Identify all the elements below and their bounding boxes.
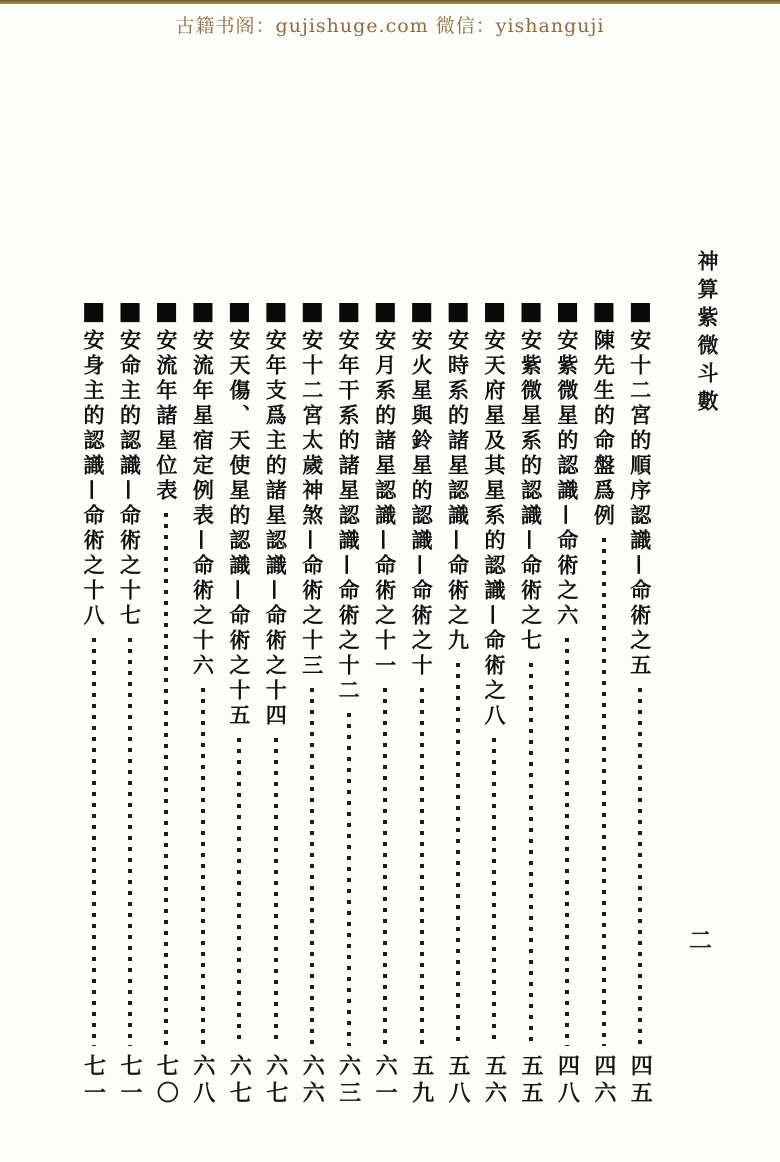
dotted-leader — [92, 638, 96, 1046]
toc-entries — [78, 298, 656, 1108]
entry-title: 安火星與鈴星的認識—命術之十 — [409, 329, 435, 679]
entry-title: 安天府星及其星系的認識—命術之八 — [481, 329, 507, 729]
dotted-leader — [201, 688, 205, 1046]
toc-entry — [588, 298, 619, 1108]
dotted-leader — [565, 638, 569, 1046]
entry-bullet-icon: ■ — [373, 296, 397, 325]
toc-entry — [552, 298, 583, 1108]
toc-entry — [114, 298, 145, 1108]
entry-title: 安流年諸星位表 — [153, 329, 179, 504]
entry-page-number: 七一 — [116, 1054, 143, 1108]
dotted-leader — [274, 738, 278, 1046]
entry-title: 安時系的諸星認識—命術之九 — [445, 329, 471, 654]
dotted-leader — [237, 738, 241, 1046]
dotted-leader — [128, 638, 132, 1046]
entry-title: 安紫微星系的認識—命術之七 — [518, 329, 544, 654]
dotted-leader — [164, 513, 168, 1046]
dotted-leader — [456, 663, 460, 1046]
entry-page-number: 四六 — [590, 1054, 617, 1108]
dotted-leader — [383, 688, 387, 1046]
entry-title: 安年支爲主的諸星認識—命術之十四 — [263, 329, 289, 729]
book-title-vertical: 神算紫微斗數 — [695, 250, 720, 418]
toc-entry — [78, 298, 109, 1108]
toc-entry — [515, 298, 546, 1108]
dotted-leader — [638, 688, 642, 1046]
entry-bullet-icon: ■ — [300, 296, 325, 325]
entry-page-number: 六六 — [299, 1054, 326, 1108]
entry-bullet-icon: ■ — [118, 296, 142, 325]
toc-entry — [187, 298, 218, 1108]
entry-page-number: 五九 — [408, 1054, 435, 1108]
dotted-leader — [492, 738, 496, 1046]
entry-bullet-icon: ■ — [628, 296, 653, 325]
entry-title: 安月系的諸星認識—命術之十一 — [372, 329, 398, 679]
entry-page-number: 六八 — [189, 1054, 216, 1108]
entry-title: 安十二宮的順序認識—命術之五 — [627, 329, 653, 679]
entry-bullet-icon: ■ — [154, 296, 179, 325]
entry-title: 陳先生的命盤爲例 — [591, 329, 617, 529]
entry-page-number: 四五 — [627, 1054, 654, 1108]
entry-title: 安身主的認識—命術之十八 — [81, 329, 106, 629]
entry-bullet-icon: ■ — [519, 296, 543, 325]
entry-title: 安年干系的諸星認識—命術之十二 — [336, 329, 362, 704]
toc-entry — [479, 298, 510, 1108]
toc-entry — [224, 298, 255, 1108]
entry-bullet-icon: ■ — [227, 296, 252, 325]
entry-bullet-icon: ■ — [482, 296, 507, 325]
entry-page-number: 七一 — [80, 1054, 107, 1108]
dotted-leader — [310, 688, 314, 1046]
entry-bullet-icon: ■ — [263, 296, 288, 325]
entry-page-number: 四八 — [554, 1054, 581, 1108]
toc-entry — [297, 298, 328, 1108]
entry-page-number: 六三 — [335, 1054, 362, 1108]
watermark-header: 古籍书阁：gujishuge.com 微信：yishanguji — [175, 15, 605, 37]
entry-bullet-icon: ■ — [336, 296, 361, 325]
entry-bullet-icon: ■ — [81, 296, 106, 325]
folio-page-number: 二 — [689, 927, 712, 954]
dotted-leader — [420, 688, 424, 1046]
entry-bullet-icon: ■ — [446, 296, 470, 325]
toc-entry — [625, 298, 656, 1108]
toc-entry — [443, 298, 474, 1108]
entry-page-number: 六一 — [372, 1054, 399, 1108]
entry-page-number: 七〇 — [153, 1054, 180, 1108]
toc-entry — [151, 298, 182, 1108]
entry-page-number: 六七 — [226, 1054, 253, 1108]
entry-bullet-icon: ■ — [409, 296, 434, 325]
dotted-leader — [529, 663, 533, 1046]
entry-title: 安紫微星的認識—命術之六 — [554, 329, 580, 629]
entry-page-number: 五五 — [517, 1054, 544, 1108]
entry-title: 安流年星宿定例表—命術之十六 — [190, 329, 216, 679]
entry-bullet-icon: ■ — [191, 296, 215, 325]
dotted-leader — [602, 538, 606, 1046]
entry-title: 安天傷、天使星的認識—命術之十五 — [226, 329, 252, 729]
entry-page-number: 五六 — [481, 1054, 508, 1108]
toc-entry — [260, 298, 291, 1108]
entry-page-number: 五八 — [445, 1054, 472, 1108]
toc-entry — [406, 298, 437, 1108]
toc-entry — [333, 298, 364, 1108]
entry-title: 安十二宮太歲神煞—命術之十三 — [299, 329, 325, 679]
entry-bullet-icon: ■ — [592, 296, 616, 325]
toc-entry — [370, 298, 401, 1108]
entry-page-number: 六七 — [262, 1054, 289, 1108]
entry-title: 安命主的認識—命術之十七 — [117, 329, 143, 629]
entry-bullet-icon: ■ — [555, 296, 580, 325]
top-border-rule — [0, 0, 780, 4]
dotted-leader — [347, 713, 351, 1046]
